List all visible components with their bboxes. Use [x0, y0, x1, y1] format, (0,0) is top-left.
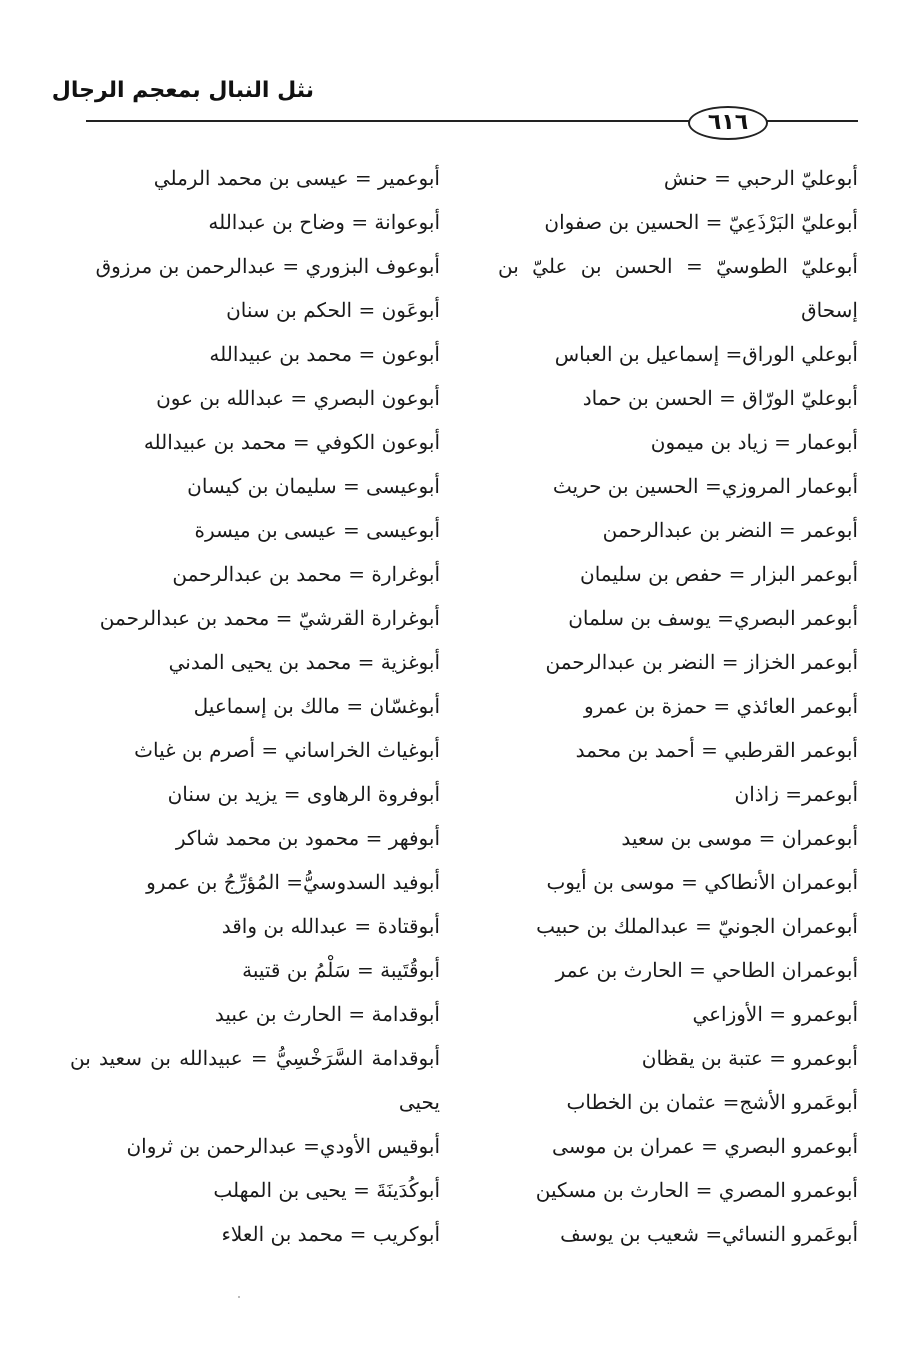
left-column	[70, 156, 440, 1256]
index-entry: أبوعليّ الطوسيّ = الحسن بن عليّ بن إسحاق	[498, 254, 858, 322]
index-entry: أبوعمر القرطبي = أحمد بن محمد	[575, 738, 858, 762]
index-entry: أبوعليّ الورّاق = الحسن بن حماد	[582, 386, 858, 410]
index-entry: أبوقدامة = الحارث بن عبيد	[214, 1002, 440, 1026]
index-entry: أبوعليّ البَرْذَعِيّ = الحسين بن صفوان	[544, 210, 858, 234]
index-entry: أبوعَمرو النسائي= شعيب بن يوسف	[560, 1222, 858, 1246]
index-entry: أبوعمران الطاحي = الحارث بن عمر	[555, 958, 858, 982]
index-entry: أبوعمرو = عتبة بن يقظان	[641, 1046, 858, 1070]
index-entry: أبوعلي الوراق= إسماعيل بن العباس	[554, 342, 858, 366]
index-entry: أبوعمر البزار = حفص بن سليمان	[580, 562, 858, 586]
index-entry: أبوعوانة = وضاح بن عبدالله	[208, 210, 440, 234]
index-entry: أبوفروة الرهاوى = يزيد بن سنان	[167, 782, 440, 806]
index-entry: أبوغرارة = محمد بن عبدالرحمن	[172, 562, 440, 586]
index-entry: أبوعمر البصري= يوسف بن سلمان	[568, 606, 858, 630]
index-entry: أبوعمار المروزي= الحسين بن حريث	[552, 474, 858, 498]
index-entry: أبوعيسى = سليمان بن كيسان	[187, 474, 440, 498]
index-entry: أبوقيس الأودي= عبدالرحمن بن ثروان	[126, 1134, 440, 1158]
index-entry: أبوعمير = عيسى بن محمد الرملي	[153, 166, 440, 190]
index-entry: أبوقُتَيبة = سَلْمُ بن قتيبة	[242, 958, 440, 982]
index-entry: أبوغياث الخراساني = أصرم بن غياث	[134, 738, 440, 762]
index-entry: أبوعمرو المصري = الحارث بن مسكين	[535, 1178, 858, 1202]
index-entry: أبوعَون = الحكم بن سنان	[226, 298, 440, 322]
index-entry: أبوفيد السدوسيُّ= المُؤرِّجُ بن عمرو	[146, 870, 440, 894]
index-entry: أبوعمر= زاذان	[734, 782, 858, 806]
index-entry: أبوعمر = النضر بن عبدالرحمن	[602, 518, 858, 542]
index-entry: أبوعمرو = الأوزاعي	[692, 1002, 858, 1026]
running-header-title: نثل النبال بمعجم الرجال	[51, 78, 314, 103]
index-entry: أبوغسّان = مالك بن إسماعيل	[193, 694, 440, 718]
index-entry: أبوعمر العائذي = حمزة بن عمرو	[583, 694, 858, 718]
index-entry: أبوكُدَينَةَ = يحيى بن المهلب	[213, 1178, 440, 1202]
scan-speck	[238, 1296, 240, 1298]
index-entry: أبوعون = محمد بن عبيدالله	[209, 342, 440, 366]
index-entry: أبوعَمرو الأشج= عثمان بن الخطاب	[566, 1090, 858, 1114]
index-entry: أبوعون البصري = عبدالله بن عون	[156, 386, 440, 410]
index-entry: أبوعون الكوفي = محمد بن عبيدالله	[143, 430, 440, 454]
index-entry: أبوفهر = محمود بن محمد شاكر	[175, 826, 440, 850]
index-entry: أبوعمران = موسى بن سعيد	[621, 826, 858, 850]
index-entry: أبوقتادة = عبدالله بن واقد	[221, 914, 440, 938]
index-entry: أبوغزية = محمد بن يحيى المدني	[168, 650, 440, 674]
index-entry: أبوعمار = زياد بن ميمون	[650, 430, 858, 454]
index-entry: أبوعيسى = عيسى بن ميسرة	[194, 518, 440, 542]
index-entry: أبوعمران الأنطاكي = موسى بن أيوب	[546, 870, 858, 894]
index-entry: أبوقدامة السَّرَخْسِيُّ = عبيدالله بن سعيد بن يحيى	[70, 1046, 440, 1114]
index-entry: أبوعمران الجونيّ = عبدالملك بن حبيب	[536, 914, 858, 938]
index-entry: أبوعمرو البصري = عمران بن موسى	[552, 1134, 858, 1158]
index-entry: أبوعمر الخزاز = النضر بن عبدالرحمن	[545, 650, 858, 674]
right-column	[498, 156, 858, 1256]
index-entry: أبوعوف البزوري = عبدالرحمن بن مرزوق	[95, 254, 440, 278]
index-entry: أبوكريب = محمد بن العلاء	[221, 1222, 440, 1246]
page-number: ٦١٦	[688, 106, 768, 140]
index-entry: أبوعليّ الرحبي = حنش	[663, 166, 858, 190]
index-entry: أبوغرارة القرشيّ = محمد بن عبدالرحمن	[99, 606, 440, 630]
